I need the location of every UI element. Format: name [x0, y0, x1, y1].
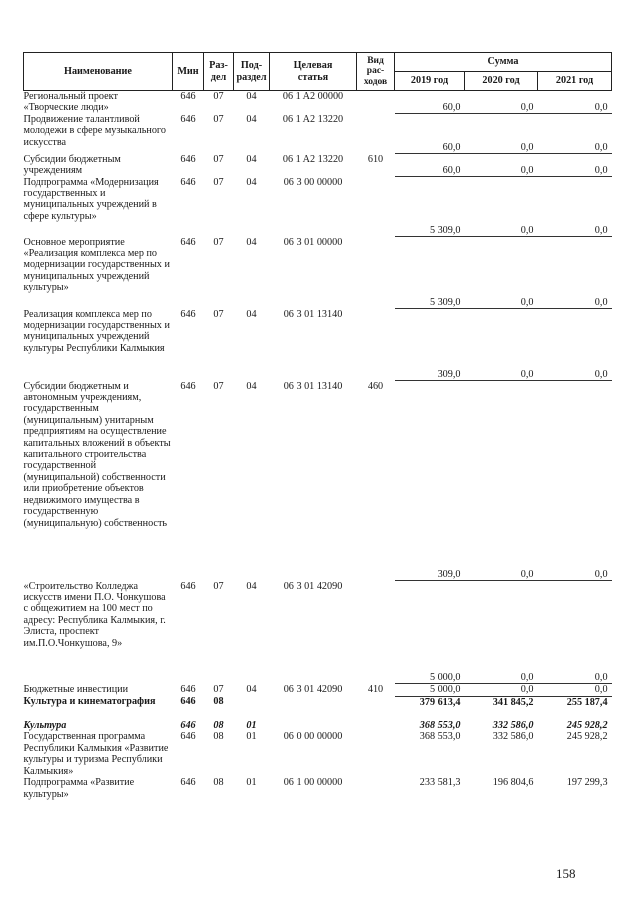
table-body — [24, 91, 612, 808]
row-vid — [357, 177, 395, 237]
row-sum-2019: 368 553,0 — [419, 720, 461, 732]
row-name: «Строительство Колледжа искусств имени П.О. Чонкушова с общежитием на 100 мест по адресу: Республика Калмыкия, г. Элиста, проспект им.П.О.Чонкушова, 9» — [23, 580, 166, 649]
row-sum-2021: 0,0 — [538, 684, 612, 696]
row-razdel: 08 — [213, 731, 224, 743]
table-row — [24, 696, 612, 720]
header-2020: 2020 год — [465, 72, 538, 91]
header-2021: 2021 год — [538, 72, 612, 91]
row-sum-2020: 0,0 — [465, 309, 538, 381]
row-min: 646 — [180, 236, 196, 248]
table-row — [24, 237, 612, 309]
row-cel: 06 3 01 00000 — [283, 236, 343, 248]
row-sum-2019: 5 309,0 — [395, 177, 465, 237]
row-podrazdel: 04 — [246, 580, 257, 592]
row-vid — [357, 720, 395, 731]
header-razdel: Раз- дел — [204, 53, 234, 91]
row-cel: 06 1 A2 13220 — [282, 113, 344, 125]
row-sum-2020: 0,0 — [465, 684, 538, 696]
row-sum-2020: 332 586,0 — [492, 720, 534, 732]
row-razdel: 07 — [213, 91, 224, 102]
row-sum-2021: 0,0 — [538, 581, 612, 684]
row-sum-2021: 245 928,2 — [566, 731, 608, 743]
row-vid — [357, 91, 395, 114]
row-razdel: 08 — [213, 720, 224, 732]
row-podrazdel — [234, 696, 270, 720]
row-podrazdel: 04 — [246, 308, 257, 320]
row-podrazdel: 01 — [246, 720, 257, 732]
table-row — [24, 177, 612, 237]
row-vid — [357, 731, 395, 777]
table-row — [24, 581, 612, 684]
row-sum-2019: 368 553,0 — [419, 731, 461, 743]
row-name: Субсидии бюджетным учреждениям — [23, 153, 121, 177]
row-cel: 06 1 00 00000 — [283, 777, 343, 789]
row-cel: 06 0 00 00000 — [283, 731, 343, 743]
row-razdel: 07 — [213, 153, 224, 165]
table-row — [24, 309, 612, 381]
row-podrazdel: 01 — [246, 731, 257, 743]
row-sum-2019: 60,0 — [395, 114, 465, 154]
row-cel: 06 3 01 13140 — [283, 380, 343, 392]
row-vid: 410 — [367, 683, 384, 695]
row-sum-2021: 0,0 — [538, 237, 612, 309]
row-vid: 610 — [367, 153, 384, 165]
table-row — [24, 720, 612, 731]
row-sum-2020: 0,0 — [465, 91, 538, 114]
row-vid — [357, 309, 395, 381]
table-row — [24, 731, 612, 777]
table-header — [24, 53, 612, 91]
row-cel: 06 3 01 42090 — [283, 580, 343, 592]
row-name: Подпрограмма «Развитие культуры» — [23, 777, 135, 800]
page-number: 158 — [556, 866, 576, 881]
row-podrazdel: 04 — [246, 380, 257, 392]
row-sum-2021: 0,0 — [538, 114, 612, 154]
row-cel: 06 3 01 13140 — [283, 308, 343, 320]
row-vid — [357, 777, 395, 807]
row-razdel: 07 — [213, 308, 224, 320]
row-min: 646 — [180, 777, 196, 789]
row-name: Бюджетные инвестиции — [23, 683, 129, 695]
row-min: 646 — [180, 683, 196, 695]
row-razdel: 08 — [213, 696, 224, 708]
header-vid: Вид рас- ходов — [357, 53, 395, 91]
row-sum-2020: 0,0 — [465, 581, 538, 684]
row-vid — [357, 114, 395, 154]
row-vid: 460 — [367, 380, 384, 392]
row-sum-2019: 5 309,0 — [395, 237, 465, 309]
row-sum-2021: 255 187,4 — [566, 696, 608, 708]
row-sum-2021: 197 299,3 — [566, 777, 608, 789]
row-sum-2020: 0,0 — [465, 381, 538, 581]
row-podrazdel: 01 — [246, 777, 257, 789]
row-vid — [357, 237, 395, 309]
row-sum-2019: 60,0 — [395, 154, 465, 177]
row-razdel: 07 — [213, 176, 224, 188]
table-row — [24, 777, 612, 807]
row-cel: 06 1 A2 13220 — [282, 153, 344, 165]
row-name: Культура и кинематография — [23, 696, 156, 708]
header-min: Мин — [173, 53, 204, 91]
row-cel: 06 3 01 42090 — [283, 683, 343, 695]
row-sum-2020: 196 804,6 — [492, 777, 534, 789]
table-row — [24, 154, 612, 177]
row-sum-2020: 0,0 — [465, 237, 538, 309]
row-cel — [270, 720, 357, 731]
row-min: 646 — [180, 91, 196, 102]
row-vid — [357, 581, 395, 684]
row-name: Продвижение талантливой молодежи в сфере музыкального искусства — [23, 113, 166, 148]
row-min: 646 — [180, 731, 196, 743]
row-sum-2019: 309,0 — [395, 309, 465, 381]
row-razdel: 07 — [213, 683, 224, 695]
row-razdel: 07 — [213, 380, 224, 392]
row-podrazdel: 04 — [246, 113, 257, 125]
row-sum-2020: 0,0 — [465, 114, 538, 154]
row-podrazdel: 04 — [246, 176, 257, 188]
row-podrazdel: 04 — [246, 91, 257, 102]
row-sum-2020: 0,0 — [465, 177, 538, 237]
table-row — [24, 91, 612, 114]
row-min: 646 — [180, 696, 196, 708]
header-cel: Целевая статья — [270, 53, 357, 91]
header-name: Наименование — [24, 53, 173, 91]
budget-table — [23, 52, 612, 807]
row-min: 646 — [180, 308, 196, 320]
row-sum-2019: 5 000,0 — [395, 581, 465, 684]
row-name: Подпрограмма «Модернизация государственных и муниципальных учреждений в сфере культуры» — [23, 176, 159, 222]
row-min: 646 — [180, 720, 196, 732]
row-sum-2019: 5 000,0 — [395, 684, 465, 696]
header-podrazdel: Под- раздел — [234, 53, 270, 91]
row-min: 646 — [180, 380, 196, 392]
row-name: Субсидии бюджетным и автономным учреждениям, государственным (муниципальным) унитарным предприятиям на осуществление капитальных вложений в объекты капитального строительства государственной (муниципальной) собственности или приобретение объектов недвижимого имущества в государственную (муниципальную) собственность — [23, 380, 171, 529]
row-cel — [270, 696, 357, 720]
row-razdel: 08 — [213, 777, 224, 789]
row-podrazdel: 04 — [246, 236, 257, 248]
row-name: Государственная программа Республики Калмыкия «Развитие культуры и туризма Республики Калмыкия» — [23, 731, 169, 777]
header-2019: 2019 год — [395, 72, 465, 91]
row-razdel: 07 — [213, 236, 224, 248]
row-min: 646 — [180, 580, 196, 592]
row-min: 646 — [180, 153, 196, 165]
row-sum-2019: 309,0 — [395, 381, 465, 581]
row-podrazdel: 04 — [246, 153, 257, 165]
row-min: 646 — [180, 113, 196, 125]
row-min: 646 — [180, 176, 196, 188]
row-sum-2020: 332 586,0 — [492, 731, 534, 743]
header-summa: Сумма — [395, 53, 612, 72]
row-sum-2019: 379 613,4 — [419, 696, 461, 708]
row-sum-2021: 0,0 — [538, 177, 612, 237]
row-sum-2020: 341 845,2 — [492, 696, 534, 708]
row-cel: 06 3 00 00000 — [283, 176, 343, 188]
table-row — [24, 381, 612, 581]
row-razdel: 07 — [213, 580, 224, 592]
row-name: Реализация комплекса мер по модернизации государственных и муниципальных учреждений культуры Республики Калмыкия — [23, 308, 170, 354]
row-sum-2021: 0,0 — [538, 154, 612, 177]
row-cel: 06 1 A2 00000 — [282, 91, 344, 102]
row-name: Основное мероприятие «Реализация комплекса мер по модернизации государственных и муниципальных учреждений культуры» — [23, 236, 170, 294]
row-name: Культура — [23, 720, 67, 732]
row-sum-2021: 245 928,2 — [566, 720, 608, 732]
row-sum-2021: 0,0 — [538, 309, 612, 381]
table-row — [24, 114, 612, 154]
row-sum-2021: 0,0 — [538, 381, 612, 581]
row-vid — [357, 696, 395, 720]
row-podrazdel: 04 — [246, 683, 257, 695]
row-sum-2019: 233 581,3 — [419, 777, 461, 789]
row-sum-2020: 0,0 — [465, 154, 538, 177]
row-sum-2019: 60,0 — [395, 91, 465, 114]
row-sum-2021: 0,0 — [538, 91, 612, 114]
row-name: Региональный проект «Творческие люди» — [23, 91, 118, 114]
table-row — [24, 684, 612, 696]
row-razdel: 07 — [213, 113, 224, 125]
